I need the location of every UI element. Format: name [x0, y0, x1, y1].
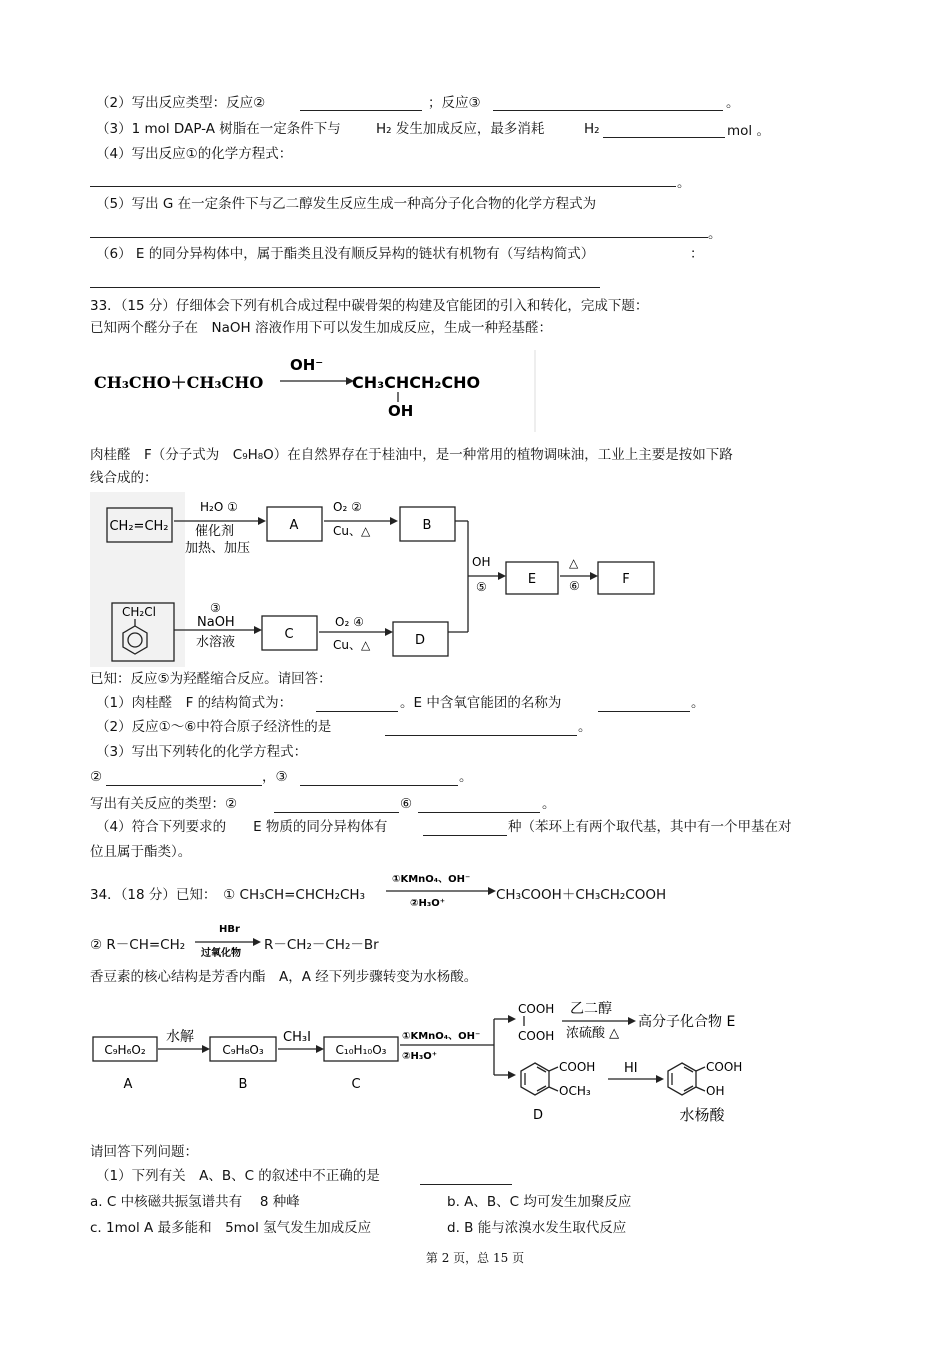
step3-bot: ②H₃O⁺ [402, 1051, 437, 1062]
q33-3-a: ② [90, 769, 103, 785]
r5-bot: ⑤ [476, 580, 487, 594]
arrowhead [385, 628, 393, 636]
r6-top: △ [569, 556, 579, 570]
option-b: b. A、B、C 均可发生加聚反应 [447, 1194, 632, 1210]
q33-intro1: 肉桂醛 F（分子式为 C₉H₈O）在自然界存在于桂油中，是一种常用的植物调味油，工业上主要是按如下路 [90, 447, 733, 463]
answer-blank[interactable] [274, 812, 399, 813]
q32-2-prefix: （2）写出反应类型：反应② [96, 95, 266, 111]
arrowhead [253, 938, 261, 946]
answer-blank[interactable] [300, 110, 422, 111]
q33-2-b: 。 [578, 719, 592, 735]
q32-2-end: 。 [726, 95, 740, 111]
D-och3: OCH₃ [559, 1084, 591, 1098]
r1-top: H₂O ① [200, 500, 238, 514]
C-formula: C₁₀H₁₀O₃ [335, 1043, 387, 1057]
arrowhead [498, 572, 506, 580]
r6-bot: ⑥ [569, 579, 580, 593]
cinnamaldehyde-scheme [90, 492, 670, 667]
bond [549, 1067, 558, 1071]
D-label: D [532, 1108, 544, 1123]
q32-4: （4）写出反应①的化学方程式： [96, 146, 293, 162]
salicylic-acid-scheme [90, 995, 770, 1130]
q33-3-b: ，③ [262, 769, 288, 785]
q32-6-end: ： [690, 246, 704, 262]
bond [696, 1067, 705, 1071]
q32-3-b: H₂ 发生加成反应，最多消耗 [376, 121, 545, 137]
double-bond [537, 1086, 546, 1091]
arrowhead [628, 1017, 636, 1025]
answer-blank[interactable] [385, 735, 577, 736]
arrowhead [508, 1015, 516, 1023]
q33-4-a: （4）符合下列要求的 E 物质的同分异构体有 [96, 819, 388, 835]
q33-intro2: 线合成的： [90, 470, 158, 486]
aldol-product: CH₃CHCH₂CHO [352, 373, 481, 392]
option-a: a. C 中核磁共振氢谱共有 8 种峰 [90, 1194, 300, 1210]
known2-product: R－CH₂－CH₂－Br [264, 937, 379, 953]
answer-line[interactable] [90, 186, 676, 187]
step5: HI [624, 1061, 638, 1076]
A-formula: C₉H₆O₂ [104, 1043, 146, 1057]
r4-top: O₂ ④ [335, 615, 364, 629]
aldol-equation [90, 350, 540, 435]
q32-3-c: H₂ [584, 121, 600, 137]
ethylene-label: CH₂=CH₂ [109, 519, 169, 534]
arrowhead [316, 1045, 324, 1053]
double-bond [684, 1086, 693, 1091]
q33-4-c: 位且属于酯类）。 [90, 844, 192, 860]
F-label: F [622, 572, 630, 587]
q32-3-a: （3）1 mol DAP-A 树脂在一定条件下与 [96, 121, 341, 137]
q32-3-d: mol 。 [727, 123, 770, 139]
C-label: C [284, 627, 294, 642]
oxalic-top: COOH [518, 1002, 555, 1016]
q33-2-a: （2）反应①～⑥中符合原子经济性的是 [96, 719, 332, 735]
polymer-E: 高分子化合物 E [638, 1014, 736, 1030]
step4-top: 乙二醇 [570, 1001, 612, 1017]
q33-type-c: 。 [542, 796, 556, 812]
aldol-catalyst: OH⁻ [290, 356, 324, 374]
arrowhead [656, 1075, 664, 1083]
D-cooh: COOH [559, 1060, 596, 1074]
answer-blank[interactable] [106, 785, 262, 786]
arrowhead [202, 1045, 210, 1053]
bond [696, 1087, 705, 1091]
arrowhead [508, 1071, 516, 1079]
page-footer: 第 2 页，总 15 页 [425, 1251, 525, 1265]
step2: CH₃I [283, 1030, 311, 1045]
double-bond [684, 1067, 693, 1072]
answer-blank[interactable] [603, 137, 725, 138]
D-label: D [414, 633, 426, 648]
q32-5: （5）写出 G 在一定条件下与乙二醇发生反应生成一种高分子化合物的化学方程式为 [96, 196, 597, 212]
answer-blank[interactable] [300, 785, 458, 786]
known1-arrow [380, 870, 500, 910]
benzyl-label: CH₂Cl [122, 605, 156, 619]
r2-bot: Cu、△ [333, 524, 371, 538]
S-oh: OH [706, 1084, 725, 1098]
q33-4-b: 种（苯环上有两个取代基，其中有一个甲基在对 [508, 819, 792, 835]
A-label: A [123, 1077, 133, 1092]
answer-blank[interactable] [493, 110, 723, 111]
C-label: C [351, 1077, 361, 1092]
q33-3: （3）写出下列转化的化学方程式： [96, 744, 308, 760]
r5-top: OH [472, 555, 491, 569]
answer-blank[interactable] [598, 711, 690, 712]
known2-reactant: ② R－CH=CH₂ [90, 937, 186, 953]
q33-3-c: 。 [459, 769, 473, 785]
q34-1: （1）下列有关 A、B、C 的叙述中不正确的是 [96, 1168, 380, 1184]
q34-intro: 香豆素的核心结构是芳香内酯 A，A 经下列步骤转变为水杨酸。 [90, 969, 478, 985]
oxalic-bot: COOH [518, 1029, 555, 1043]
E-label: E [527, 572, 537, 587]
B-label: B [238, 1077, 248, 1092]
salicylic-label: 水杨酸 [679, 1106, 725, 1124]
B-label: B [422, 518, 432, 533]
known1-top: ①KMnO₄、OH⁻ [392, 874, 471, 885]
known2-bot: 过氧化物 [201, 948, 241, 959]
step3-top: ①KMnO₄、OH⁻ [402, 1031, 481, 1042]
double-bond [537, 1067, 546, 1072]
q32-6: （6） E 的同分异构体中，属于酯类且没有顺反异构的链状有机物有（写结构简式） [96, 246, 595, 262]
arrowhead [254, 626, 262, 634]
step4-bot: 浓硫酸 △ [566, 1026, 620, 1041]
r1-bot2: 加热、加压 [185, 541, 251, 556]
q32-4-end: 。 [677, 175, 691, 191]
aldol-reactants: CH₃CHO＋CH₃CHO [94, 373, 264, 392]
known1-bot: ②H₃O⁺ [410, 898, 445, 909]
r1-bot1: 催化剂 [195, 524, 235, 539]
known1-products: CH₃COOH＋CH₃CH₂COOH [496, 887, 667, 903]
answer-blank[interactable] [420, 1184, 512, 1185]
aldol-oh: OH [388, 402, 414, 420]
answer-line[interactable] [90, 237, 708, 238]
bond [549, 1087, 558, 1091]
q34-ask: 请回答下列问题： [90, 1144, 198, 1160]
r3-top: ③ [210, 601, 221, 615]
q33-title: 33．（15 分）仔细体会下列有机合成过程中碳骨架的构建及官能团的引入和转化，完成下题： [90, 298, 649, 314]
q33-known: 已知：反应⑤为羟醛缩合反应。请回答： [90, 671, 332, 687]
r3-mid: NaOH [197, 615, 235, 630]
B-formula: C₉H₈O₃ [222, 1043, 264, 1057]
answer-line[interactable] [90, 287, 600, 288]
r2-top: O₂ ② [333, 500, 362, 514]
arrowhead [390, 517, 398, 525]
q33-1-a: （1）肉桂醛 F 的结构简式为： [96, 695, 293, 711]
step1: 水解 [166, 1029, 194, 1045]
S-cooh: COOH [706, 1060, 743, 1074]
q32-2-mid: ；反应③ [428, 95, 481, 111]
q33-type-a: 写出有关反应的类型：② [90, 796, 238, 812]
option-d: d. B 能与浓溴水发生取代反应 [447, 1220, 627, 1236]
arrowhead [590, 572, 598, 580]
q32-5-end: 。 [708, 226, 722, 242]
q33-1-c: 。 [691, 695, 705, 711]
arrowhead [488, 887, 496, 895]
option-c: c. 1mol A 最多能和 5mol 氢气发生加成反应 [90, 1220, 372, 1236]
answer-blank[interactable] [423, 835, 507, 836]
r3-bot: 水溶液 [196, 635, 236, 650]
q33-type-b: ⑥ [400, 796, 413, 812]
A-label: A [289, 518, 299, 533]
answer-blank[interactable] [418, 812, 540, 813]
q33-1-b: 。E 中含氧官能团的名称为 [400, 695, 562, 711]
q34-title: 34．（18 分）已知： ① CH₃CH=CHCH₂CH₃ [90, 887, 365, 903]
known2-top: HBr [219, 924, 240, 935]
known2-arrow [193, 920, 263, 960]
q33-given: 已知两个醛分子在 NaOH 溶液作用下可以发生加成反应，生成一种羟基醛： [90, 320, 552, 336]
answer-blank[interactable] [316, 711, 398, 712]
r4-bot: Cu、△ [333, 638, 371, 652]
arrowhead [258, 517, 266, 525]
